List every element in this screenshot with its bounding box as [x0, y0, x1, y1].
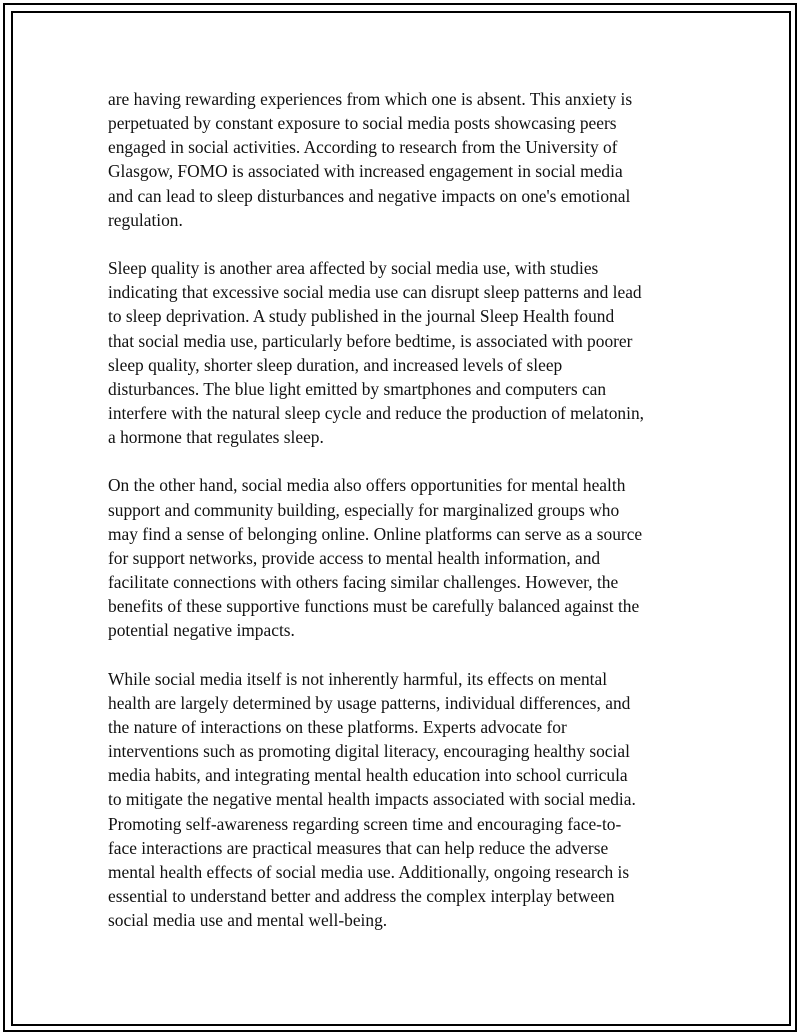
paragraph-sleep-quality: Sleep quality is another area affected by social media use, with studies indicating that excessive social media use can disrupt sleep patterns and lead to sleep deprivation. A study published in the journal Sleep Health found that social media use, particularly before bedtime, is associated with poorer sleep quality, shorter sleep duration, and increased levels of sleep disturbances. The blue light emitted by smartphones and computers can interfere with the natural sleep cycle and reduce the production of melatonin, a hormone that regulates sleep.	[108, 258, 644, 448]
paragraph-fomo-continuation: are having rewarding experiences from which one is absent. This anxiety is perpetuated by constant exposure to social media posts showcasing peers engaged in social activities. According to research from the University of Glasgow, FOMO is associated with increased engagement in social media and can lead to sleep disturbances and negative impacts on one's emotional regulation.	[108, 89, 633, 230]
paragraph-mental-health-support: On the other hand, social media also offers opportunities for mental health support and community building, especially for marginalized groups who may find a sense of belonging online. Online platforms can serve as a source for support networks, provide access to mental health information, and facilitate connections with others facing similar challenges. However, the benefits of these supportive functions must be carefully balanced against the potential negative impacts.	[108, 475, 643, 641]
document-body	[108, 87, 688, 932]
paragraph-conclusion: While social media itself is not inherently harmful, its effects on mental health are largely determined by usage patterns, individual differences, and the nature of interactions on these platforms. Experts advocate for interventions such as promoting digital literacy, encouraging healthy social media habits, and integrating mental health education into school curricula to mitigate the negative mental health impacts associated with social media. Promoting self-awareness regarding screen time and encouraging face-to- face interactions are practical measures that can help reduce the adverse mental health effects of social media use. Additionally, ongoing research is essential to understand better and address the complex interplay between social media use and mental well-being.	[108, 668, 636, 931]
